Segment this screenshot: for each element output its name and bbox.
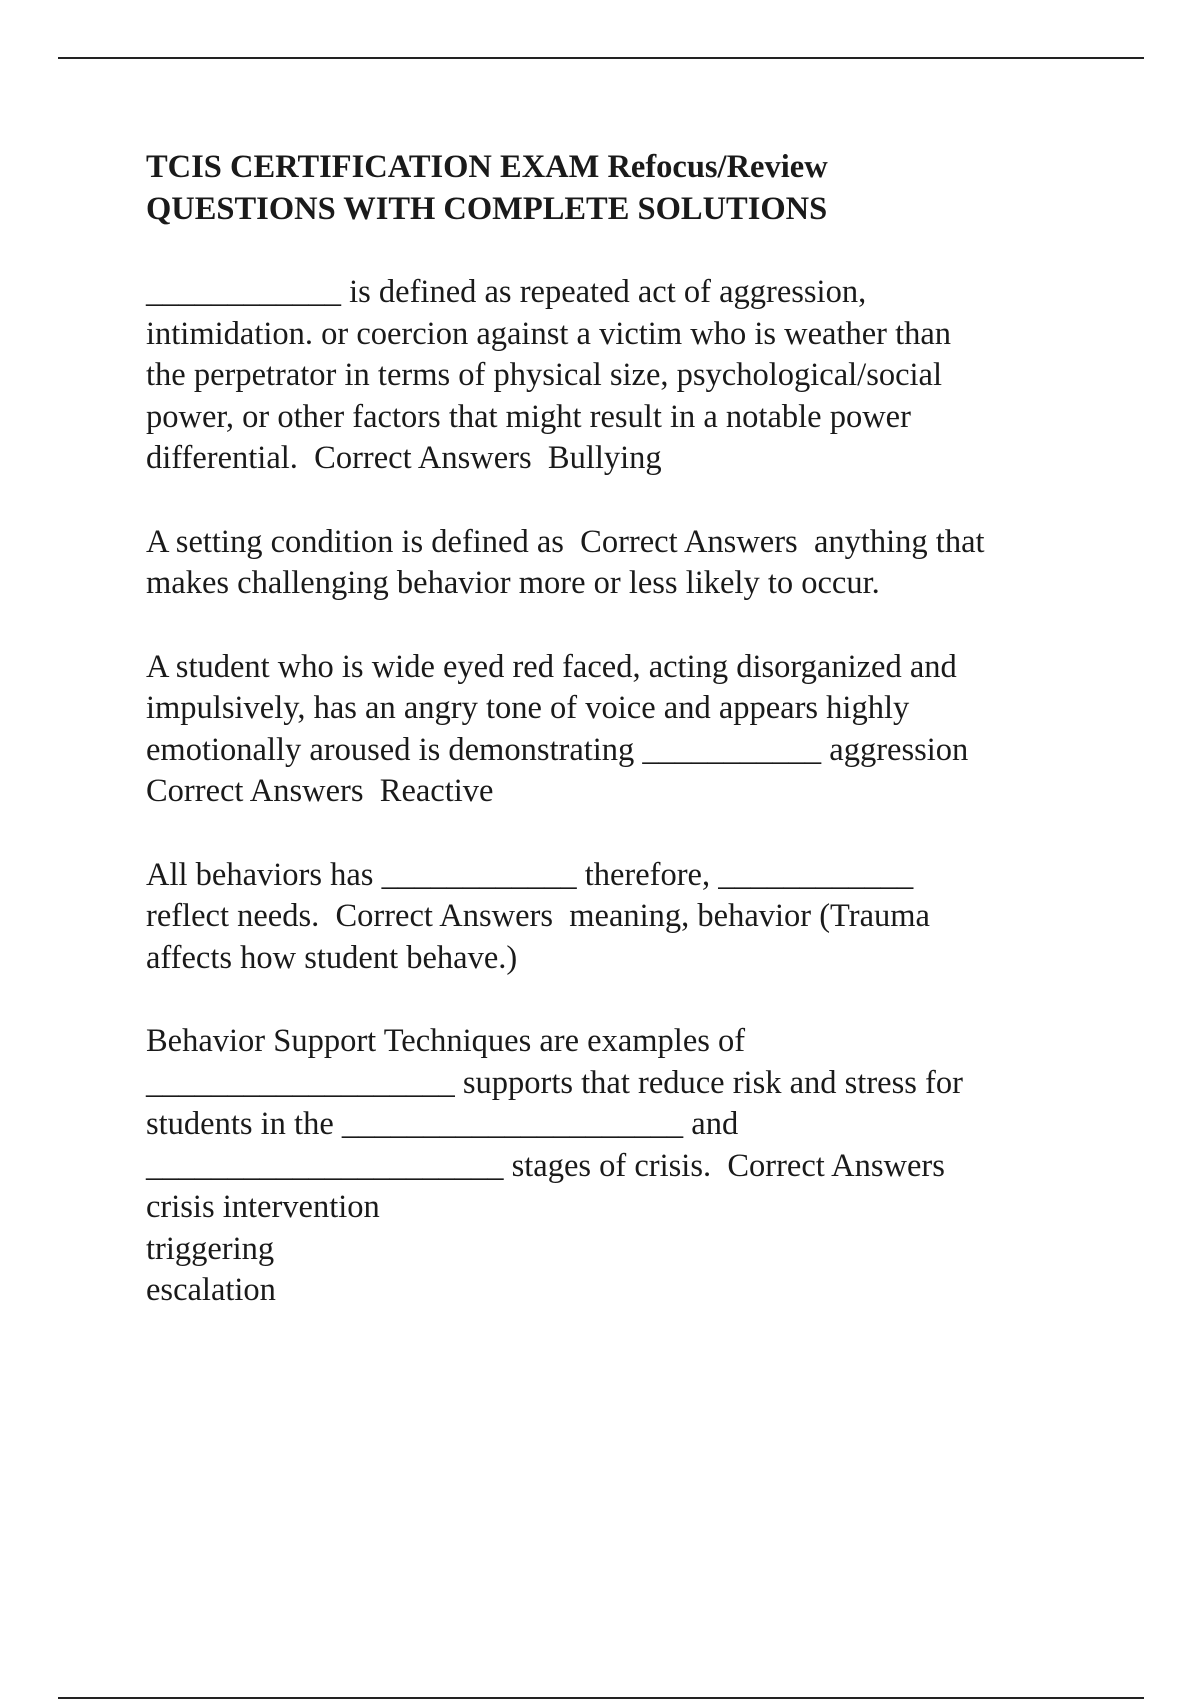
answer-line: escalation (146, 1272, 276, 1308)
question-line: All behaviors has ____________ therefore, ____________ (146, 856, 914, 893)
question-line: makes challenging behavior more or less likely to occur. (146, 565, 880, 601)
question-line: ___________________ supports that reduce risk and stress for (146, 1064, 963, 1101)
question-line: A student who is wide eyed red faced, acting disorganized and (146, 648, 957, 685)
top-rule (58, 57, 1144, 59)
question-block-behavior-support (146, 1021, 1106, 1312)
question-line: differential. Correct Answers Bullying (146, 440, 662, 476)
question-line: the perpetrator in terms of physical size, psychological/social (146, 357, 942, 393)
question-block-behavior-meaning (146, 855, 1106, 980)
question-line: impulsively, has an angry tone of voice and appears highly (146, 690, 910, 726)
title-line: TCIS CERTIFICATION EXAM Refocus/Review (146, 149, 828, 185)
question-block-reactive-aggression (146, 647, 1106, 813)
title-line: QUESTIONS WITH COMPLETE SOLUTIONS (146, 191, 828, 227)
question-line: power, or other factors that might result in a notable power (146, 398, 911, 435)
question-line: emotionally aroused is demonstrating ___________ aggression (146, 731, 969, 768)
question-block-bullying (146, 272, 1106, 480)
question-line: intimidation. or coercion against a victim who is weather than (146, 315, 952, 352)
question-block-setting-condition (146, 522, 1106, 605)
question-line: ______________________ stages of crisis. Correct Answers (146, 1147, 945, 1184)
question-line: Behavior Support Techniques are examples of (146, 1023, 746, 1059)
bottom-rule (58, 1697, 1144, 1699)
document-body (146, 146, 1106, 1354)
question-line: ____________ is defined as repeated act of aggression, (146, 274, 867, 310)
document-title (146, 146, 1106, 230)
question-line: students in the _____________________ and (146, 1106, 739, 1142)
question-line: A setting condition is defined as Correct Answers anything that (146, 523, 985, 560)
question-line: Correct Answers Reactive (146, 773, 494, 809)
answer-line: triggering (146, 1230, 275, 1267)
question-line: reflect needs. Correct Answers meaning, behavior (Trauma (146, 898, 930, 934)
answer-line: crisis intervention (146, 1189, 380, 1225)
question-line: affects how student behave.) (146, 939, 518, 976)
